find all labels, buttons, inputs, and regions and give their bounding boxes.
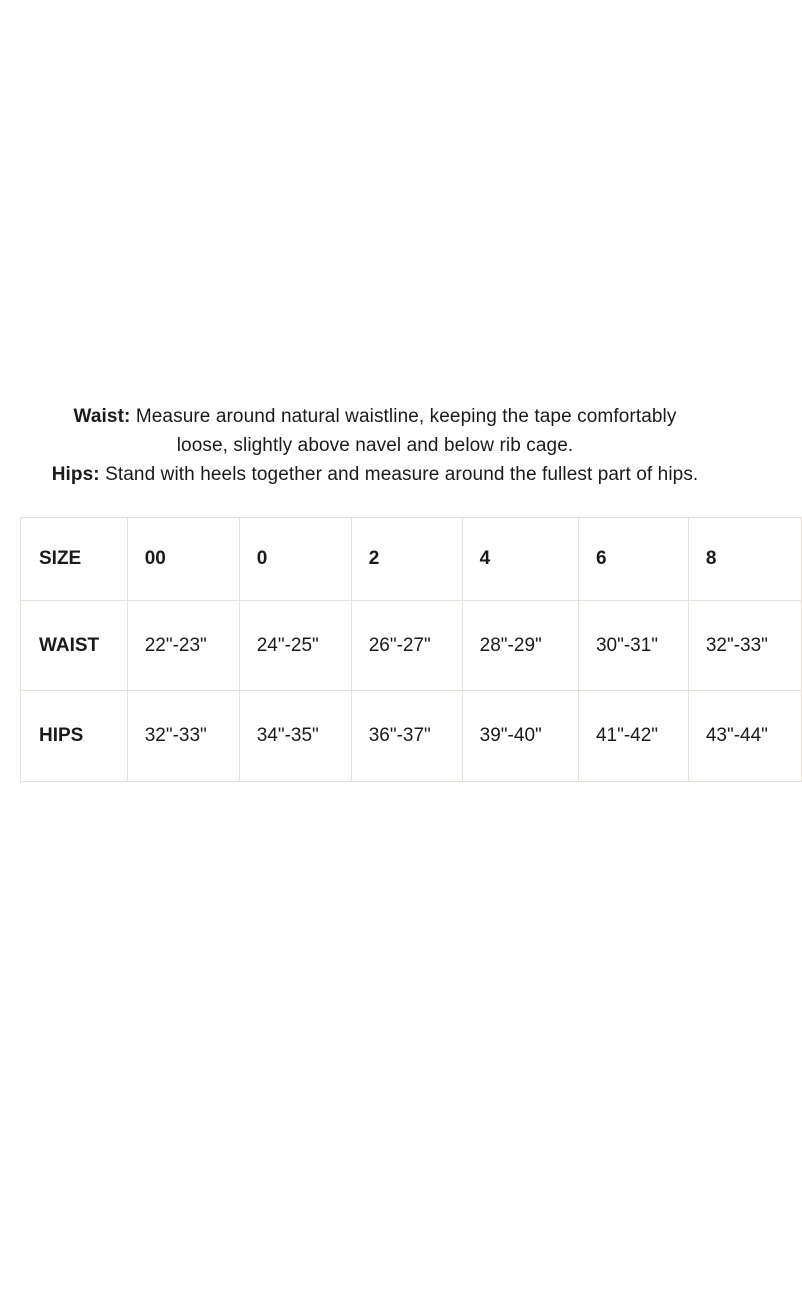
waist-text-line-1: Measure around natural waistline, keeping the tape comfortably [135,406,677,427]
size-cell: 4 [462,518,578,601]
hips-row [21,691,802,782]
waist-instruction [0,402,750,431]
size-cell: 0 [239,518,351,601]
waist-cell: 32"-33" [688,601,801,691]
size-header-label: SIZE [21,518,128,601]
hips-cell: 39"-40" [462,691,578,782]
waist-cell: 22"-23" [127,601,239,691]
size-cell: 8 [688,518,801,601]
size-table-scroll-container[interactable] [20,517,768,787]
size-chart-table [20,517,802,782]
waist-cell: 24"-25" [239,601,351,691]
hips-cell: 34"-35" [239,691,351,782]
size-header-row [21,518,802,601]
waist-label: Waist: [73,406,131,427]
size-cell: 2 [351,518,462,601]
size-cell: 00 [127,518,239,601]
hips-cell: 43"-44" [688,691,801,782]
waist-cell: 30"-31" [578,601,688,691]
waist-row [21,601,802,691]
waist-cell: 28"-29" [462,601,578,691]
waist-text-line-2: loose, slightly above navel and below rib cage. [176,435,574,456]
hips-label: Hips: [51,464,100,485]
size-cell: 6 [578,518,688,601]
waist-row-label: WAIST [21,601,128,691]
waist-cell: 26"-27" [351,601,462,691]
hips-cell: 41"-42" [578,691,688,782]
hips-cell: 32"-33" [127,691,239,782]
hips-instruction [0,460,750,489]
measurement-instructions [0,402,750,489]
hips-row-label: HIPS [21,691,128,782]
hips-cell: 36"-37" [351,691,462,782]
hips-text: Stand with heels together and measure around the fullest part of hips. [105,464,699,485]
